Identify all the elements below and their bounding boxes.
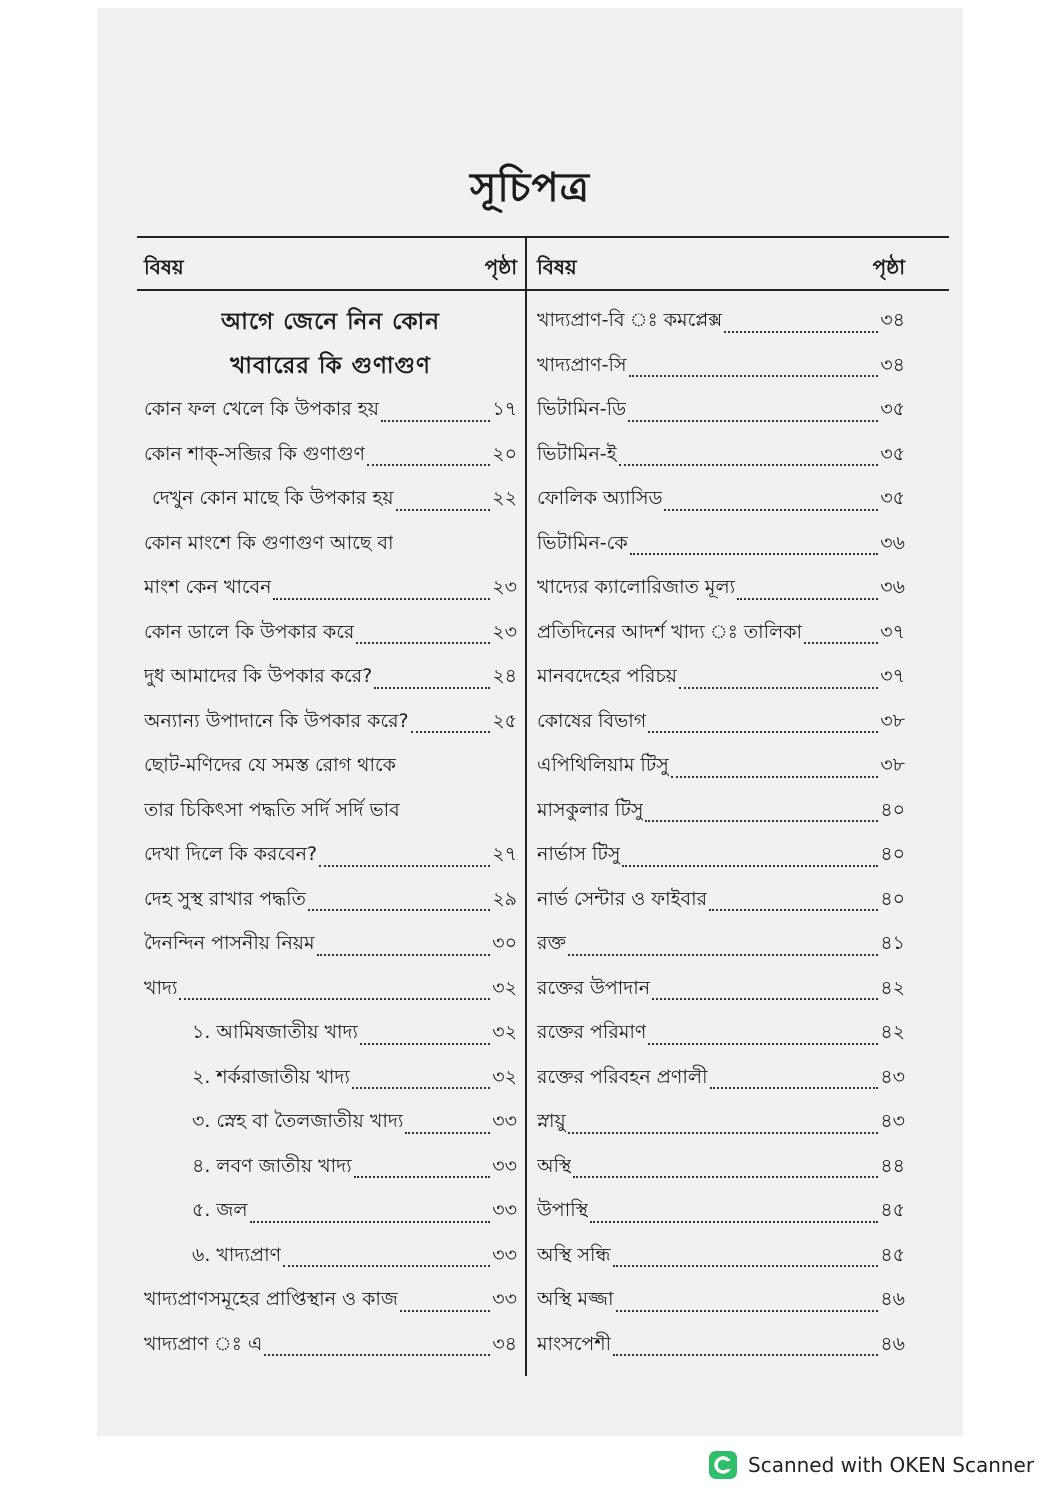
toc-entry [144, 1101, 517, 1146]
toc-entry-title: ৪. লবণ জাতীয় খাদ্য [192, 1154, 352, 1177]
toc-entry [537, 1190, 905, 1235]
toc-entry-title: ১. আমিষজাতীয় খাদ্য [192, 1021, 358, 1044]
toc-entry-page: ৪৬ [880, 1288, 905, 1311]
toc-entry-title: দেহ সুস্থ রাখার পদ্ধতি [144, 887, 306, 910]
dot-leader [367, 464, 490, 466]
dot-leader [709, 909, 878, 911]
right-column [537, 244, 905, 1368]
toc-entry [144, 345, 517, 390]
toc-entry-page: ৩৫ [880, 442, 905, 465]
toc-entry [537, 790, 905, 835]
right-column-header [537, 244, 905, 294]
toc-entry-page: ৪৫ [880, 1243, 905, 1266]
toc-entry-title: খাদ্যের ক্যালোরিজাত মূল্য [537, 576, 736, 599]
toc-entry-title: স্নায়ু [537, 1110, 566, 1133]
dot-leader [273, 598, 490, 600]
toc-entry [537, 1057, 905, 1102]
dot-leader [613, 1265, 879, 1267]
toc-entry [537, 834, 905, 879]
toc-entry-page: ৩৪ [880, 353, 905, 376]
toc-entry-title: খাদ্যপ্রাণ-সি [537, 353, 627, 376]
toc-entry-page: ৪৬ [880, 1332, 905, 1355]
toc-entry-page: ২২ [492, 487, 517, 510]
toc-entry [144, 523, 517, 568]
toc-entry [537, 656, 905, 701]
toc-entry [537, 968, 905, 1013]
toc-entry-page: ৩৭ [880, 620, 905, 643]
toc-entry [537, 523, 905, 568]
toc-entry-title: ৬. খাদ্যপ্রাণ [192, 1243, 282, 1266]
dot-leader [629, 375, 879, 377]
left-column-header [144, 244, 517, 294]
toc-entry-page: ২৭ [492, 843, 517, 866]
toc-entry-page: ৩৩ [492, 1154, 517, 1177]
toc-entry [144, 790, 517, 835]
dot-leader [179, 998, 490, 1000]
toc-entry [537, 567, 905, 612]
toc-entry-page: ২৯ [492, 887, 517, 910]
dot-leader [710, 1087, 879, 1089]
table-top-rule [137, 236, 949, 238]
dot-leader [804, 642, 878, 644]
toc-entry-title: অস্থি মজ্জা [537, 1288, 614, 1311]
dot-leader [411, 731, 491, 733]
dot-leader [737, 598, 878, 600]
toc-entry [144, 1190, 517, 1235]
page-title: সূচিপত্র [470, 165, 590, 211]
toc-entry-title: ৫. জল [192, 1199, 248, 1222]
toc-entry-title: মাংশ কেন খাবেন [144, 576, 272, 599]
dot-leader [319, 865, 490, 867]
toc-entry [144, 567, 517, 612]
toc-entry-title: রক্তের পরিবহন প্রণালী [537, 1065, 708, 1088]
dot-leader [400, 1310, 490, 1312]
toc-entry-page: ২০ [492, 442, 517, 465]
toc-entry [144, 612, 517, 657]
dot-leader [590, 1221, 878, 1223]
toc-entry-title: দৈনন্দিন পাসনীয় নিয়ম [144, 932, 315, 955]
dot-leader [652, 998, 878, 1000]
dot-leader [616, 1310, 879, 1312]
toc-entry-title: উপাস্থি [537, 1199, 589, 1222]
toc-entry [537, 389, 905, 434]
toc-entry-page: ৪০ [880, 887, 905, 910]
toc-entry-title: খাদ্যপ্রাণসমূহের প্রাপ্তিস্থান ও কাজ [144, 1288, 398, 1311]
dot-leader [352, 1087, 490, 1089]
dot-leader [679, 687, 878, 689]
toc-entry-title: তার চিকিৎসা পদ্ধতি সর্দি সর্দি ভাব [144, 798, 400, 821]
scanned-page [97, 8, 963, 1436]
toc-entry-title: ভিটামিন-ই [537, 442, 617, 465]
toc-entry-title: মাসকুলার টিসু [537, 798, 644, 821]
toc-entry-page: ৪৫ [880, 1199, 905, 1222]
toc-entry-title: খাদ্যপ্রাণ-বি ঃ কমপ্লেক্স [537, 309, 723, 332]
toc-entry-title: রক্ত [537, 932, 566, 955]
toc-entry-title: ৩. স্নেহ বা তৈলজাতীয় খাদ্য [192, 1110, 404, 1133]
dot-leader [250, 1221, 491, 1223]
toc-entry [144, 879, 517, 924]
toc-entry-title: কোন মাংশে কি গুণাগুণ আছে বা [144, 531, 394, 554]
toc-entry-title: খাবারের কি গুণাগুণ [230, 353, 431, 380]
toc-entry-title: মাংসপেশী [537, 1332, 611, 1355]
dot-leader [619, 464, 879, 466]
toc-entry [144, 923, 517, 968]
toc-entry-page: ৩৩ [492, 1243, 517, 1266]
toc-entry [144, 1012, 517, 1057]
toc-entry [537, 745, 905, 790]
toc-entry-page: ৩৬ [880, 576, 905, 599]
toc-entry-title: খাদ্য [144, 976, 178, 999]
dot-leader [374, 687, 490, 689]
toc-entry-page: ৩৪ [880, 309, 905, 332]
toc-entry-title: দুধ আমাদের কি উপকার করে? [144, 665, 373, 688]
toc-entry-page: ৪২ [880, 976, 905, 999]
dot-leader [630, 553, 879, 555]
toc-entry-title: মানবদেহের পরিচয় [537, 665, 677, 688]
left-entry-list [144, 300, 517, 1368]
toc-entry [537, 701, 905, 746]
toc-entry [537, 300, 905, 345]
page-header: পৃষ্ঠা [872, 254, 905, 279]
toc-entry [537, 345, 905, 390]
toc-entry-title: কোন ফল খেলে কি উপকার হয় [144, 398, 379, 421]
toc-entry [144, 434, 517, 479]
toc-entry [144, 300, 517, 345]
toc-entry [144, 701, 517, 746]
toc-entry-title: খাদ্যপ্রাণ ঃ এ [144, 1332, 263, 1355]
toc-entry [537, 1324, 905, 1369]
toc-entry-page: ২৪ [492, 665, 517, 688]
oken-scanner-logo-icon [708, 1450, 738, 1480]
toc-entry [537, 434, 905, 479]
left-column [144, 244, 517, 1368]
toc-entry-title: অন্যান্য উপাদানে কি উপকার করে? [144, 709, 409, 732]
toc-entry [537, 1101, 905, 1146]
dot-leader [308, 909, 490, 911]
toc-entry-page: ৪৩ [880, 1065, 905, 1088]
page-header: পৃষ্ঠা [484, 254, 517, 279]
toc-entry-title: কোন ডালে কি উপকার করে [144, 620, 355, 643]
toc-entry [537, 612, 905, 657]
scanner-watermark [708, 1450, 1034, 1480]
toc-entry-title: অস্থি সন্ধি [537, 1243, 611, 1266]
toc-entry-page: ৩৪ [492, 1332, 517, 1355]
toc-entry-page: ৩৫ [880, 487, 905, 510]
toc-entry-page: ৪০ [880, 843, 905, 866]
dot-leader [622, 865, 878, 867]
toc-entry-title: দেখা দিলে কি করবেন? [144, 843, 318, 866]
toc-entry-title: কোন শাক্-সব্জির কি গুণাগুণ [144, 442, 365, 465]
dot-leader [664, 509, 878, 511]
toc-entry-title: দেখুন কোন মাছে কি উপকার হয় [152, 487, 394, 510]
toc-entry-title: রক্তের পরিমাণ [537, 1021, 647, 1044]
subject-header: বিষয় [144, 254, 184, 279]
toc-entry-title: ২. শর্করাজাতীয় খাদ্য [192, 1065, 350, 1088]
dot-leader [568, 954, 878, 956]
toc-entry-page: ৪১ [880, 932, 905, 955]
toc-entry-title: নার্ভাস টিসু [537, 843, 621, 866]
toc-entry [537, 1012, 905, 1057]
dot-leader [573, 1176, 878, 1178]
toc-entry [537, 923, 905, 968]
dot-leader [648, 731, 878, 733]
dot-leader [613, 1354, 878, 1356]
watermark-text: Scanned with OKEN Scanner [748, 1453, 1035, 1477]
dot-leader [356, 642, 490, 644]
toc-entry [144, 1146, 517, 1191]
toc-entry-page: ৩২ [492, 976, 517, 999]
toc-entry-page: ৩৮ [880, 754, 905, 777]
toc-entry-page: ৩২ [492, 1021, 517, 1044]
toc-entry-title: নার্ভ সেন্টার ও ফাইবার [537, 887, 708, 910]
toc-entry [537, 1235, 905, 1280]
dot-leader [671, 776, 879, 778]
dot-leader [724, 331, 878, 333]
toc-entry [144, 1057, 517, 1102]
toc-entry [537, 478, 905, 523]
toc-entry-page: ২৩ [492, 576, 517, 599]
toc-entry-title: প্রতিদিনের আদর্শ খাদ্য ঃ তালিকা [537, 620, 803, 643]
toc-entry-title: ভিটামিন-কে [537, 531, 628, 554]
toc-entry-title: অস্থি [537, 1154, 572, 1177]
toc-entry-title: ভিটামিন-ডি [537, 398, 627, 421]
toc-entry [144, 1324, 517, 1369]
toc-entry [144, 968, 517, 1013]
toc-entry-page: ৩৩ [492, 1199, 517, 1222]
toc-entry [537, 879, 905, 924]
toc-entry-title: ফোলিক অ্যাসিড [537, 487, 663, 510]
dot-leader [628, 420, 878, 422]
dot-leader [317, 954, 491, 956]
column-divider [525, 236, 527, 1376]
toc-entry [537, 1279, 905, 1324]
right-entry-list [537, 300, 905, 1368]
toc-entry-page: ৩৩ [492, 1288, 517, 1311]
toc-entry-page: ৩৬ [880, 531, 905, 554]
dot-leader [645, 820, 878, 822]
dot-leader [568, 1132, 879, 1134]
toc-entry [144, 478, 517, 523]
toc-entry-page: ৪৩ [880, 1110, 905, 1133]
toc-entry [144, 656, 517, 701]
toc-entry [144, 834, 517, 879]
dot-leader [648, 1043, 878, 1045]
toc-entry-page: ৪০ [880, 798, 905, 821]
toc-entry-title: ছোট-মণিদের যে সমস্ত রোগ থাকে [144, 754, 396, 777]
toc-entry-page: ৪৪ [880, 1154, 905, 1177]
toc-entry [144, 389, 517, 434]
toc-entry-page: ৩৫ [880, 398, 905, 421]
toc-entry [144, 1279, 517, 1324]
dot-leader [264, 1354, 490, 1356]
dot-leader [396, 509, 491, 511]
toc-entry-title: কোষের বিভাগ [537, 709, 647, 732]
toc-entry-page: ১৭ [492, 398, 517, 421]
toc-entry-page: ২৫ [492, 709, 517, 732]
dot-leader [381, 420, 490, 422]
toc-entry-page: ৩৭ [880, 665, 905, 688]
toc-entry-page: ৩৮ [880, 709, 905, 732]
toc-entry-page: ২৩ [492, 620, 517, 643]
toc-entry-title: এপিথিলিয়াম টিসু [537, 754, 669, 777]
toc-entry [144, 745, 517, 790]
dot-leader [405, 1132, 490, 1134]
dot-leader [354, 1176, 491, 1178]
toc-entry-page: ৩৩ [492, 1110, 517, 1133]
dot-leader [360, 1043, 490, 1045]
toc-entry [537, 1146, 905, 1191]
subject-header: বিষয় [537, 254, 577, 279]
toc-entry-title: আগে জেনে নিন কোন [221, 308, 440, 335]
toc-entry [144, 1235, 517, 1280]
toc-entry-page: ৪২ [880, 1021, 905, 1044]
toc-entry-page: ৩০ [492, 932, 517, 955]
dot-leader [283, 1265, 490, 1267]
toc-entry-title: রক্তের উপাদান [537, 976, 651, 999]
toc-entry-page: ৩২ [492, 1065, 517, 1088]
